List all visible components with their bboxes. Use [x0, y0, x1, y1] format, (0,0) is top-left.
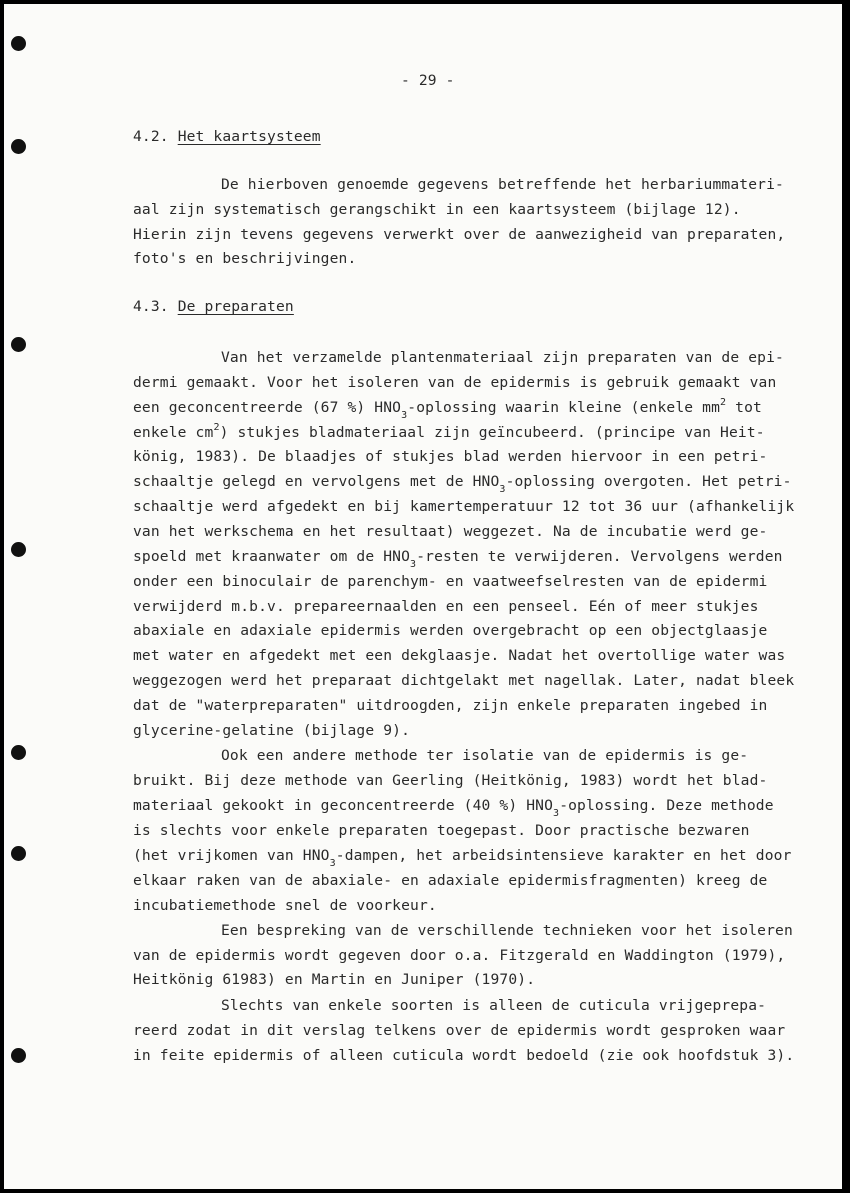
- document-page: [4, 4, 842, 1189]
- paragraph-line: van het werkschema en het resultaat) weggezet. Na de incubatie werd ge-: [133, 523, 768, 540]
- paragraph-line: is slechts voor enkele preparaten toegepast. Door practische bezwaren: [133, 822, 750, 839]
- paragraph-line: schaaltje gelegd en vervolgens met de $HNO_3$-oplossing overgoten. Het petri-: [133, 473, 792, 495]
- punch-hole-icon: [11, 337, 26, 352]
- punch-hole-icon: [11, 542, 26, 557]
- section-number: 4.2.: [133, 128, 169, 145]
- paragraph-line: Slechts van enkele soorten is alleen de cuticula vrijgeprepa-: [221, 997, 767, 1014]
- paragraph-line: onder een binoculair de parenchym- en vaatweefselresten van de epidermi: [133, 573, 768, 590]
- paragraph-line: verwijderd m.b.v. prepareernaalden en een penseel. Eén of meer stukjes: [133, 598, 759, 615]
- paragraph-line: schaaltje werd afgedekt en bij kamertemperatuur 12 tot 36 uur (afhankelijk: [133, 498, 795, 515]
- paragraph-line: abaxiale en adaxiale epidermis werden overgebracht op een objectglaasje: [133, 622, 768, 639]
- paragraph-line: bruikt. Bij deze methode van Geerling (Heitkönig, 1983) wordt het blad-: [133, 772, 768, 789]
- section-number: 4.3.: [133, 298, 169, 315]
- paragraph-line: dermi gemaakt. Voor het isoleren van de epidermis is gebruik gemaakt van: [133, 374, 777, 391]
- section-heading: [133, 298, 294, 316]
- paragraph-line: een geconcentreerde (67 %) $HNO_3$-oplossing waarin kleine (enkele $mm^2$ tot: [133, 397, 762, 421]
- paragraph-line: De hierboven genoemde gegevens betreffende het herbariummateri-: [221, 176, 784, 193]
- paragraph-line: Ook een andere methode ter isolatie van de epidermis is ge-: [221, 747, 749, 764]
- paragraph-line: Heitkönig 61983) en Martin en Juniper (1970).: [133, 971, 536, 988]
- paragraph-line: reerd zodat in dit verslag telkens over de epidermis wordt gesproken waar: [133, 1022, 786, 1039]
- paragraph-line: könig, 1983). De blaadjes of stukjes blad werden hiervoor in een petri-: [133, 448, 768, 465]
- paragraph-line: materiaal gekookt in geconcentreerde (40 %) $HNO_3$-oplossing. Deze methode: [133, 797, 774, 819]
- paragraph-line: (het vrijkomen van $HNO_3$-dampen, het arbeidsintensieve karakter en het door: [133, 847, 792, 869]
- punch-hole-icon: [11, 139, 26, 154]
- paragraph-line: incubatiemethode snel de voorkeur.: [133, 897, 437, 914]
- paragraph-line: weggezogen werd het preparaat dichtgelakt met nagellak. Later, nadat bleek: [133, 672, 795, 689]
- punch-hole-icon: [11, 745, 26, 760]
- paragraph-line: elkaar raken van de abaxiale- en adaxiale epidermisfragmenten) kreeg de: [133, 872, 768, 889]
- paragraph-line: spoeld met kraanwater om de $HNO_3$-resten te verwijderen. Vervolgens werden: [133, 548, 783, 570]
- section-title: De preparaten: [177, 298, 294, 315]
- section-heading: [133, 128, 321, 146]
- punch-hole-icon: [11, 36, 26, 51]
- punch-hole-icon: [11, 846, 26, 861]
- paragraph-line: Een bespreking van de verschillende technieken voor het isoleren: [221, 922, 793, 939]
- paragraph-line: Hierin zijn tevens gegevens verwerkt over de aanwezigheid van preparaten,: [133, 226, 786, 243]
- paragraph-line: glycerine-gelatine (bijlage 9).: [133, 722, 411, 739]
- punch-hole-icon: [11, 1048, 26, 1063]
- page-number: - 29 -: [401, 72, 455, 89]
- paragraph-line: in feite epidermis of alleen cuticula wordt bedoeld (zie ook hoofdstuk 3).: [133, 1047, 795, 1064]
- paragraph-line: van de epidermis wordt gegeven door o.a. Fitzgerald en Waddington (1979),: [133, 947, 786, 964]
- paragraph-line: foto's en beschrijvingen.: [133, 250, 357, 267]
- paragraph-line: Van het verzamelde plantenmateriaal zijn preparaten van de epi-: [221, 349, 784, 366]
- paragraph-line: dat de "waterpreparaten" uitdroogden, zijn enkele preparaten ingebed in: [133, 697, 768, 714]
- paragraph-line: aal zijn systematisch gerangschikt in een kaartsysteem (bijlage 12).: [133, 201, 741, 218]
- paragraph-line: enkele $cm^2$) stukjes bladmateriaal zijn geïncubeerd. (principe van Heit-: [133, 422, 765, 441]
- paragraph-line: met water en afgedekt met een dekglaasje. Nadat het overtollige water was: [133, 647, 786, 664]
- section-title: Het kaartsysteem: [177, 128, 321, 145]
